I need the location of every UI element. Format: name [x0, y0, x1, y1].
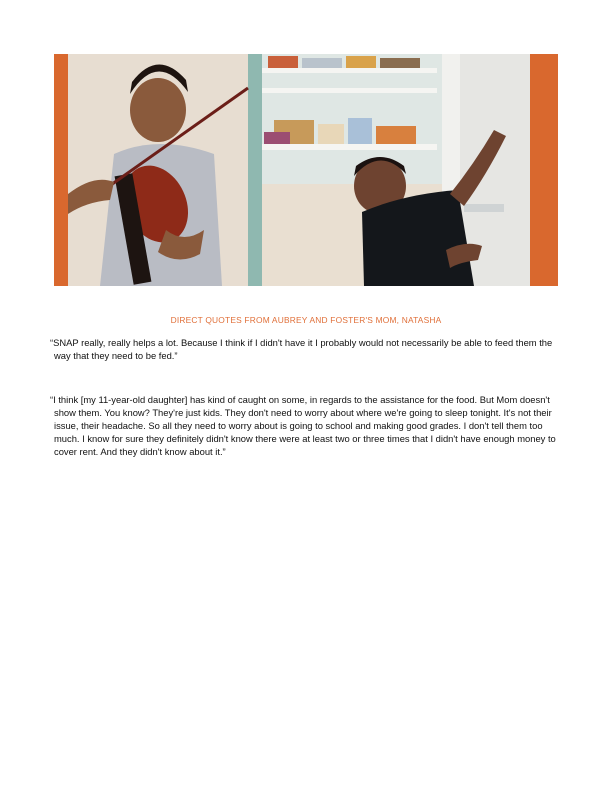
family-photo-illustration	[54, 54, 558, 286]
orange-wall-left	[54, 54, 68, 286]
quote-kids-dont-worry: “I think [my 11-year-old daughter] has kind of caught on some, in regards to the assistance for the food. But Mom doesn't show them. You know? They're just kids. They don't need to worry about where we're going to sleep tonight. It's not their issue, their headache. So all they need to worry about is going to school and making good grades. I don't tell them too much. I know for sure they definitely didn't know there were at least two or three times that I didn't have enough money to cover rent. And they didn't know about it.”	[50, 394, 556, 457]
hero-photo	[54, 54, 558, 286]
orange-wall-right	[530, 54, 558, 286]
quote-snap-helps: “SNAP really, really helps a lot. Because I think if I didn't have it I probably would not necessarily be able to feed them the way that they need to be fed.”	[50, 337, 553, 361]
photo-caption: DIRECT QUOTES FROM AUBREY AND FOSTER'S MOM, NATASHA	[170, 315, 442, 325]
